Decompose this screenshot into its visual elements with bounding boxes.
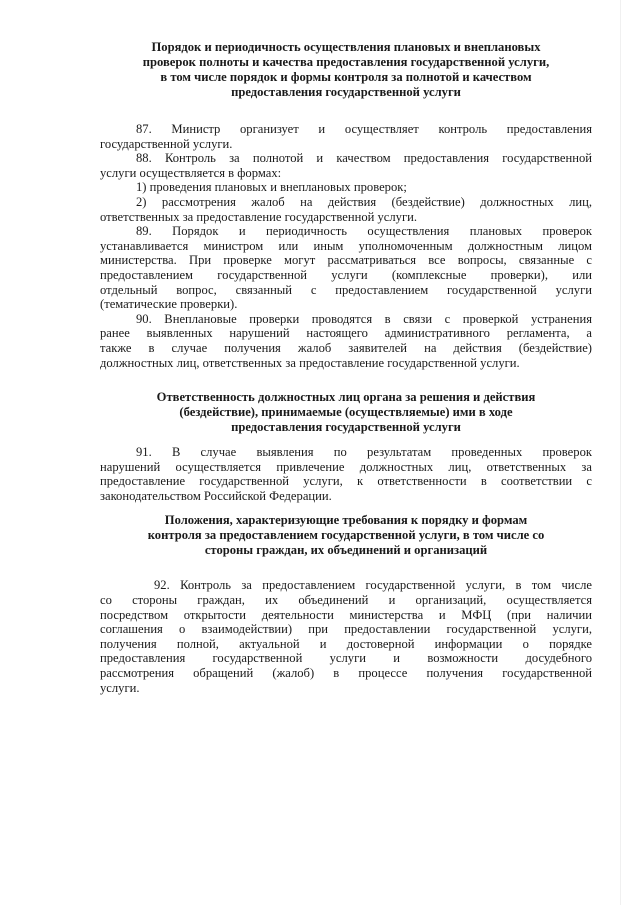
heading-line: контроля за предоставлением государственной услуги, в том числе со xyxy=(147,528,545,543)
paragraph-line: 92. Контроль за предоставлением государственной услуги, в том числе xyxy=(154,578,592,593)
paragraph-88-item-2 xyxy=(100,195,592,224)
paragraph-91 xyxy=(100,445,592,503)
paragraph-line: предоставление государственной услуги, к ответственности в соответствии с xyxy=(100,474,592,489)
paragraph-92 xyxy=(100,578,592,695)
paragraph-line: услуги. xyxy=(100,680,140,695)
paragraph-90 xyxy=(100,312,592,370)
heading-line: (бездействие), принимаемые (осуществляемые) ими в ходе xyxy=(179,405,513,420)
heading-line: предоставления государственной услуги xyxy=(231,420,461,435)
paragraph-line: государственной услуги. xyxy=(100,136,233,151)
paragraph-line: 1) проведения плановых и внеплановых проверок; xyxy=(136,180,407,195)
paragraph-line: 89. Порядок и периодичность осуществления плановых проверок xyxy=(136,224,592,239)
paragraph-line: законодательством Российской Федерации. xyxy=(100,488,332,503)
section-heading-control-procedure xyxy=(106,40,586,100)
paragraph-line: посредством открытости деятельности министерства и МФЦ (при наличии xyxy=(100,607,592,622)
page-edge-line xyxy=(620,0,621,905)
paragraph-line: нарушений осуществляется привлечение должностных лиц, ответственных за xyxy=(100,459,592,474)
paragraph-line: должностных лиц, ответственных за предоставление государственной услуги. xyxy=(100,355,520,370)
paragraph-line: предоставлением государственной услуги (комплексные проверки), или xyxy=(100,267,592,282)
document-page xyxy=(100,40,592,695)
paragraph-line: 91. В случае выявления по результатам проведенных проверок xyxy=(136,445,592,460)
heading-line: проверок полноты и качества предоставления государственной услуги, xyxy=(142,55,550,69)
paragraph-line: также в случае получения жалоб заявителей на действия (бездействие) xyxy=(100,340,592,355)
paragraph-line: устанавливается министром или иным уполномоченным должностным лицом xyxy=(100,238,592,253)
paragraph-line: 2) рассмотрения жалоб на действия (бездействие) должностных лиц, xyxy=(136,194,592,209)
paragraph-line: 90. Внеплановые проверки проводятся в связи с проверкой устранения xyxy=(136,311,592,326)
paragraph-line: со стороны граждан, их объединений и организаций, осуществляется xyxy=(100,593,592,608)
paragraph-line: предоставления государственной услуги и возможности досудебного xyxy=(100,651,592,666)
paragraph-87 xyxy=(100,122,592,151)
paragraph-line: получения полной, актуальной и достоверной информации о порядке xyxy=(100,636,592,651)
paragraph-line: отдельный вопрос, связанный с предоставлением государственной услуги xyxy=(100,282,592,297)
paragraph-88-item-1 xyxy=(100,180,592,195)
paragraph-line: соглашения о взаимодействии) при предоставлении государственной услуги, xyxy=(100,622,592,637)
heading-line: предоставления государственной услуги xyxy=(231,85,461,99)
section-heading-official-responsibility xyxy=(106,390,586,435)
paragraph-line: рассмотрения обращений (жалоб) в процессе получения государственной xyxy=(100,666,592,681)
paragraph-88 xyxy=(100,151,592,180)
heading-line: в том числе порядок и формы контроля за полнотой и качеством xyxy=(160,70,532,84)
heading-line: Положения, характеризующие требования к порядку и формам xyxy=(164,513,528,528)
heading-line: Порядок и периодичность осуществления плановых и внеплановых xyxy=(151,40,541,54)
heading-line: стороны граждан, их объединений и организаций xyxy=(204,543,488,558)
paragraph-line: 88. Контроль за полнотой и качеством предоставления государственной xyxy=(136,151,592,166)
section-heading-control-provisions xyxy=(106,513,586,558)
paragraph-line: услуги осуществляется в формах: xyxy=(100,165,282,180)
paragraph-line: (тематические проверки). xyxy=(100,297,238,312)
paragraph-line: ранее выявленных нарушений настоящего административного регламента, а xyxy=(100,326,592,341)
paragraph-line: 87. Министр организует и осуществляет контроль предоставления xyxy=(136,122,592,136)
paragraph-89 xyxy=(100,224,592,312)
paragraph-line: министерства. При проверке могут рассматриваться все вопросы, связанные с xyxy=(100,253,592,268)
heading-line: Ответственность должностных лиц органа за решения и действия xyxy=(156,390,536,405)
paragraph-line: ответственных за предоставление государственной услуги. xyxy=(100,209,418,224)
